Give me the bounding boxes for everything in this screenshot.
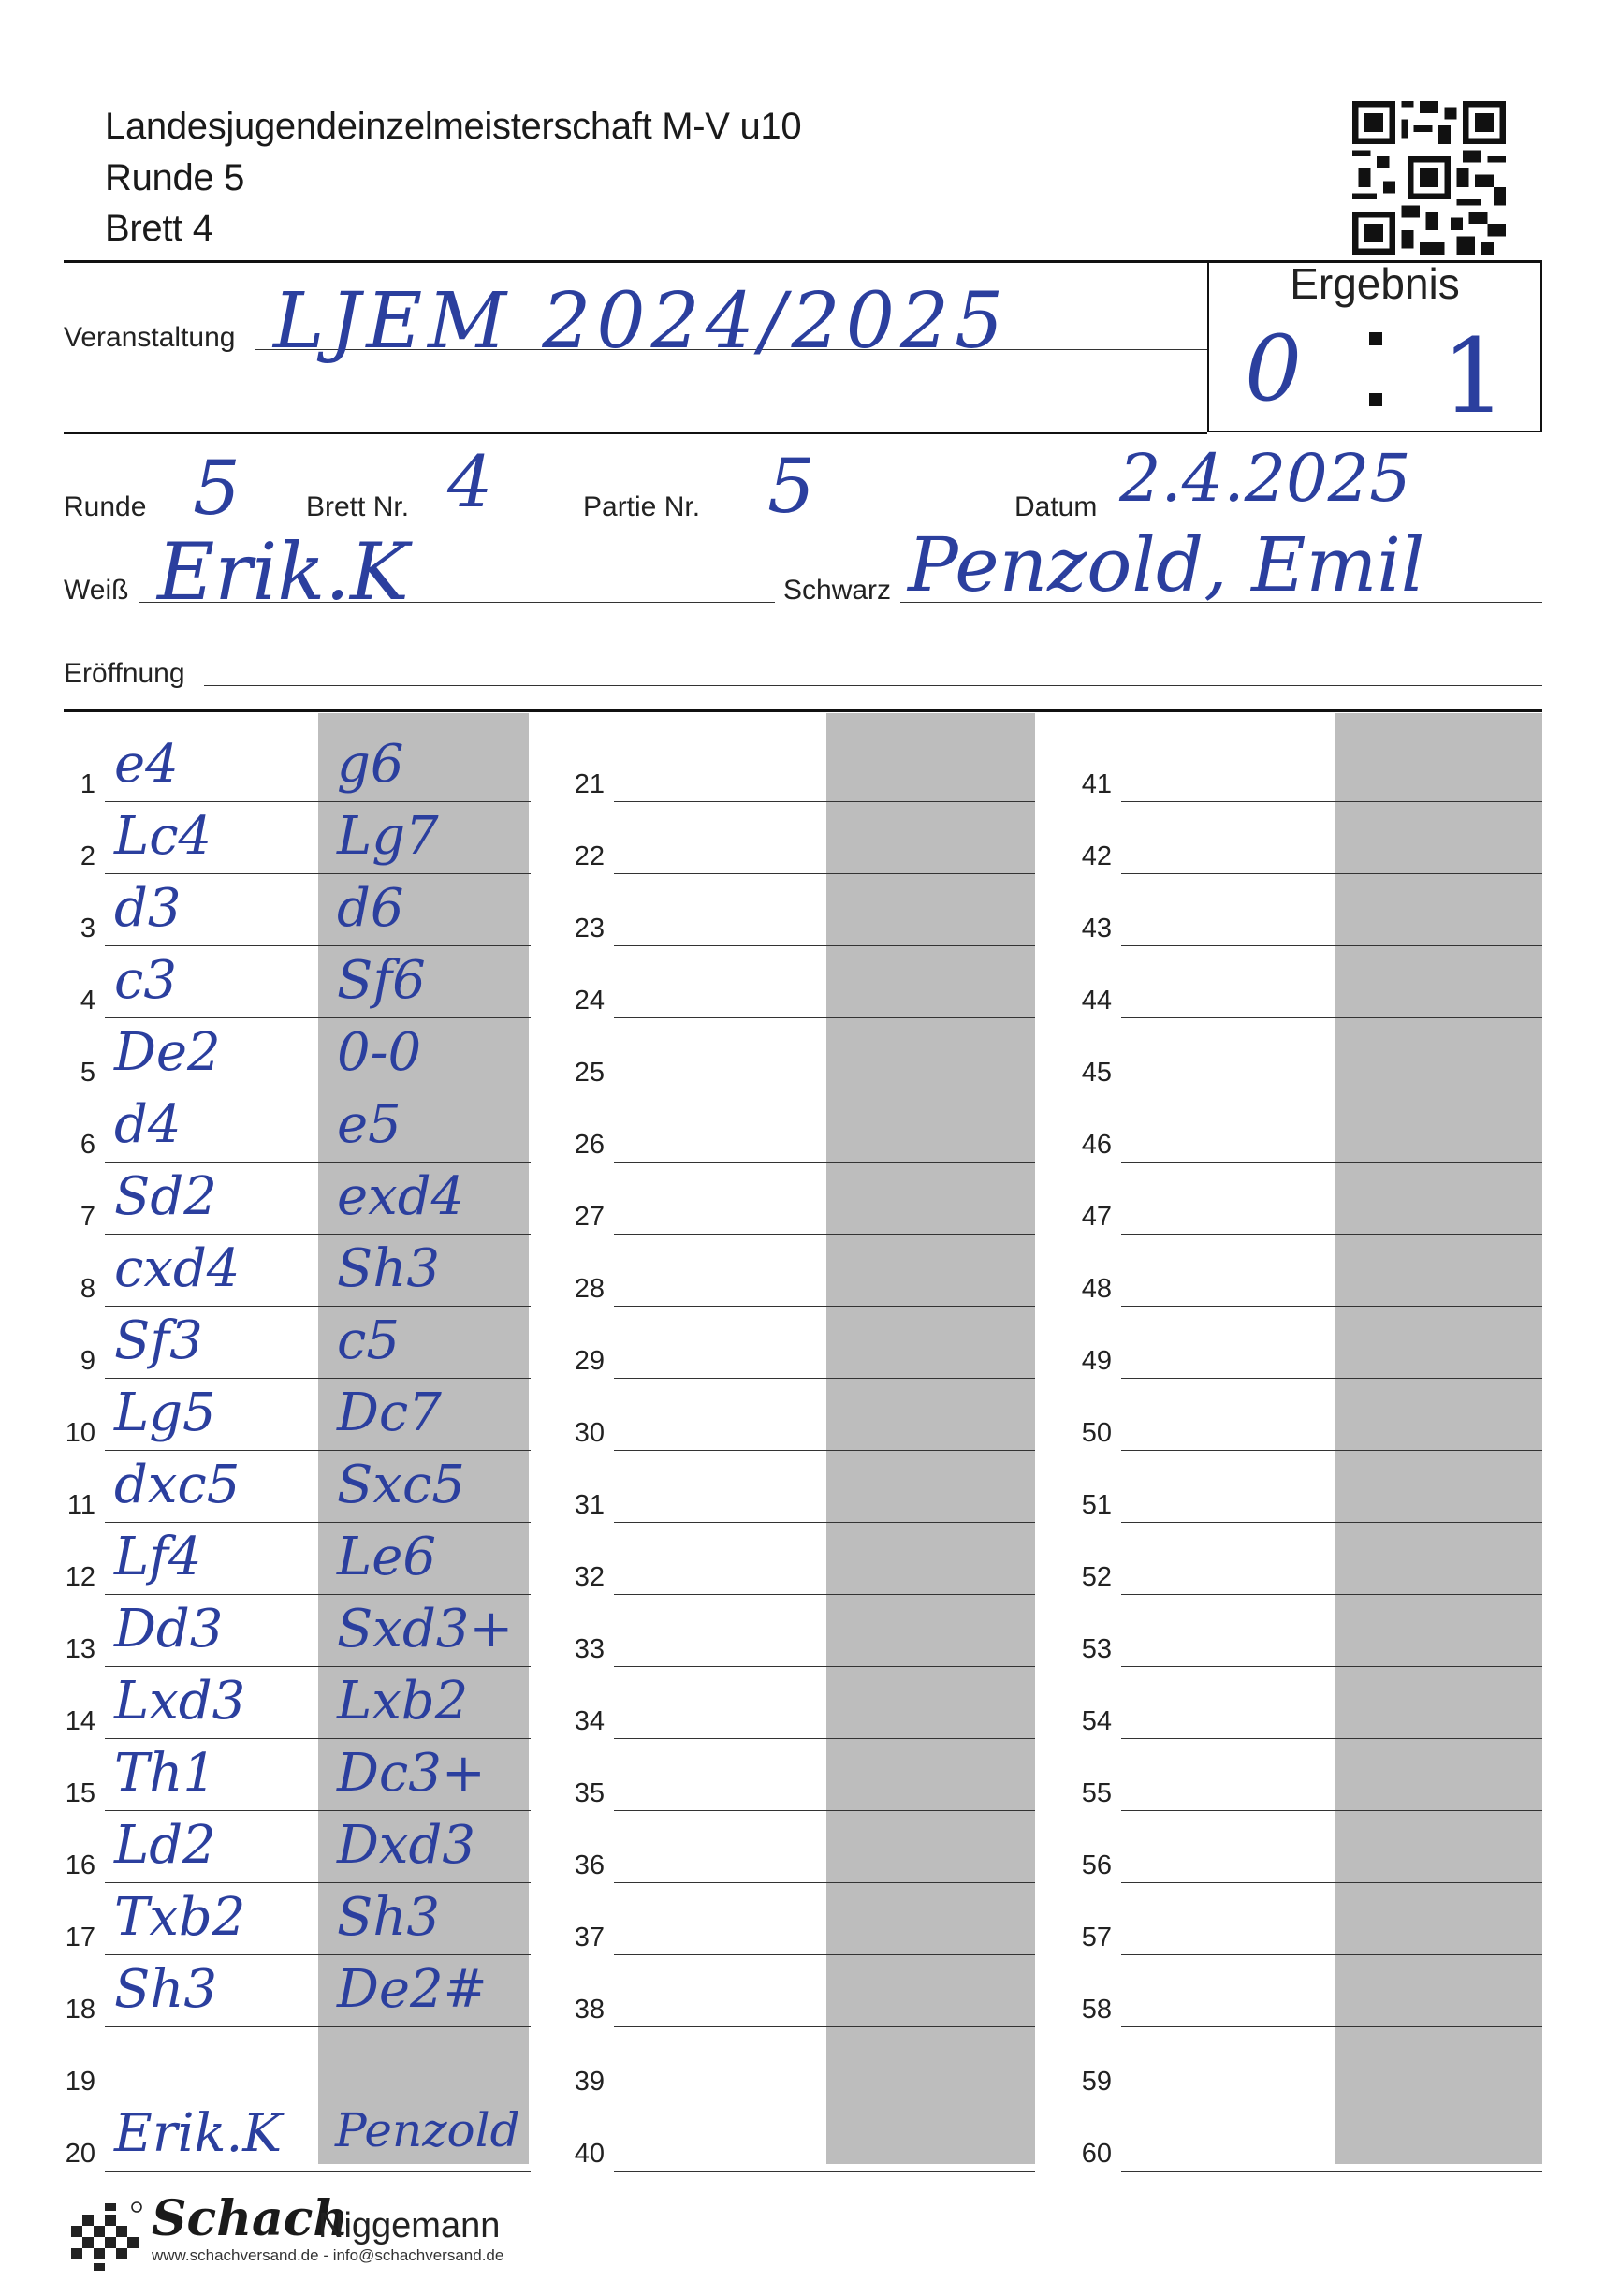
- move-row-line[interactable]: [614, 1810, 1035, 1811]
- ergebnis-colon-top: [1369, 332, 1382, 345]
- white-move[interactable]: cxd4: [114, 1238, 241, 1299]
- black-move[interactable]: Sxc5: [337, 1455, 465, 1515]
- move-number: 17: [65, 1923, 95, 1952]
- eroeffnung-line: [204, 685, 1542, 686]
- black-move[interactable]: 0-0: [337, 1022, 422, 1083]
- move-row-line[interactable]: [614, 1450, 1035, 1451]
- round-heading: Runde 5: [105, 157, 245, 198]
- move-number: 5: [80, 1058, 95, 1088]
- move-row-line[interactable]: [614, 2026, 1035, 2027]
- ergebnis-white-score[interactable]: 0: [1245, 316, 1303, 421]
- move-row-line[interactable]: [614, 1738, 1035, 1739]
- black-move[interactable]: d6: [337, 878, 404, 939]
- move-number: 16: [65, 1850, 95, 1880]
- move-number: 3: [80, 914, 95, 943]
- move-row-line[interactable]: [614, 1954, 1035, 1955]
- move-number: 52: [1081, 1562, 1112, 1592]
- black-move[interactable]: Sxd3+: [337, 1599, 514, 1660]
- move-row-line[interactable]: [105, 1306, 531, 1307]
- white-move[interactable]: c3: [114, 950, 177, 1011]
- runde-label: Runde: [64, 491, 147, 522]
- schwarz-value[interactable]: Penzold, Emil: [908, 521, 1425, 608]
- move-number: 48: [1081, 1274, 1112, 1304]
- black-move[interactable]: Sh3: [337, 1887, 441, 1948]
- move-number: 36: [574, 1850, 605, 1880]
- move-number: 4: [80, 986, 95, 1016]
- move-number: 39: [574, 2067, 605, 2097]
- move-row-line[interactable]: [105, 2026, 531, 2027]
- move-number: 58: [1081, 1995, 1112, 2025]
- move-number: 29: [574, 1346, 605, 1376]
- move-number: 8: [80, 1274, 95, 1304]
- brett-value[interactable]: 4: [447, 440, 493, 523]
- move-row-line[interactable]: [105, 1450, 531, 1451]
- move-row-line[interactable]: [1121, 1522, 1542, 1523]
- white-move[interactable]: Dd3: [114, 1599, 224, 1660]
- black-move[interactable]: De2#: [337, 1959, 488, 2020]
- move-number: 44: [1081, 986, 1112, 1016]
- move-number: 24: [574, 986, 605, 1016]
- black-move[interactable]: e5: [337, 1094, 401, 1155]
- move-number: 57: [1081, 1923, 1112, 1952]
- move-number: 10: [65, 1418, 95, 1448]
- move-number: 22: [574, 841, 605, 871]
- move-number: 9: [80, 1346, 95, 1376]
- black-move[interactable]: Dxd3: [337, 1815, 475, 1876]
- move-number: 13: [65, 1634, 95, 1664]
- move-number: 25: [574, 1058, 605, 1088]
- brand-script: Schach: [152, 2190, 349, 2247]
- move-number: 6: [80, 1130, 95, 1160]
- event-title: Landesjugendeinzelmeisterschaft M-V u10: [105, 106, 802, 147]
- move-row-line[interactable]: [614, 1594, 1035, 1595]
- move-number: 1: [80, 769, 95, 799]
- black-moves-shade-col3: [1335, 713, 1542, 2164]
- move-row-line[interactable]: [1121, 1666, 1542, 1667]
- move-number: 19: [65, 2067, 95, 2097]
- move-row-line[interactable]: [614, 1306, 1035, 1307]
- move-number: 45: [1081, 1058, 1112, 1088]
- move-number: 21: [574, 769, 605, 799]
- qr-code-icon: [1352, 101, 1506, 255]
- move-row-line[interactable]: [105, 1666, 531, 1667]
- black-move[interactable]: c5: [337, 1310, 400, 1371]
- move-row-line[interactable]: [1121, 801, 1542, 802]
- move-number: 40: [574, 2139, 605, 2169]
- white-move[interactable]: Ld2: [114, 1815, 216, 1876]
- move-row-line[interactable]: [614, 1882, 1035, 1883]
- ergebnis-black-score[interactable]: 1: [1441, 316, 1507, 436]
- move-number: 56: [1081, 1850, 1112, 1880]
- weiss-label: Weiß: [64, 575, 129, 606]
- move-row-line[interactable]: [614, 1378, 1035, 1379]
- move-number: 14: [65, 1706, 95, 1736]
- schwarz-label: Schwarz: [783, 575, 892, 606]
- white-move[interactable]: d3: [114, 878, 182, 939]
- move-row-line[interactable]: [614, 1666, 1035, 1667]
- move-number: 33: [574, 1634, 605, 1664]
- white-move[interactable]: e4: [114, 734, 179, 795]
- white-move[interactable]: Sf3: [114, 1310, 203, 1371]
- move-row-line[interactable]: [1121, 1162, 1542, 1163]
- move-number: 51: [1081, 1490, 1112, 1520]
- move-row-line[interactable]: [1121, 1810, 1542, 1811]
- move-number: 43: [1081, 914, 1112, 943]
- move-number: 11: [66, 1490, 95, 1520]
- black-move[interactable]: exd4: [337, 1166, 465, 1227]
- black-move[interactable]: Le6: [337, 1527, 436, 1587]
- move-row-line[interactable]: [105, 1162, 531, 1163]
- ergebnis-colon-bottom: [1369, 393, 1382, 406]
- move-number: 32: [574, 1562, 605, 1592]
- ergebnis-label: Ergebnis: [1290, 259, 1460, 308]
- move-number: 35: [574, 1778, 605, 1808]
- move-row-line[interactable]: [1121, 1450, 1542, 1451]
- move-row-line[interactable]: [105, 1810, 531, 1811]
- move-number: 59: [1081, 2067, 1112, 2097]
- move-row-line[interactable]: [1121, 1306, 1542, 1307]
- partie-value[interactable]: 5: [767, 443, 815, 530]
- move-number: 26: [574, 1130, 605, 1160]
- move-row-line[interactable]: [614, 945, 1035, 946]
- move-number: 42: [1081, 841, 1112, 871]
- datum-value[interactable]: 2.4.2025: [1119, 440, 1411, 517]
- move-number: 41: [1081, 769, 1112, 799]
- move-row-line[interactable]: [105, 1882, 531, 1883]
- move-row-line[interactable]: [105, 1234, 531, 1235]
- veranstaltung-label: Veranstaltung: [64, 322, 236, 353]
- move-row-line[interactable]: [105, 1594, 531, 1595]
- move-row-line[interactable]: [1121, 945, 1542, 946]
- move-number: 53: [1081, 1634, 1112, 1664]
- white-move[interactable]: Sh3: [114, 1959, 218, 2020]
- white-move[interactable]: De2: [114, 1022, 221, 1083]
- move-number: 55: [1081, 1778, 1112, 1808]
- black-move[interactable]: Lg7: [337, 806, 439, 867]
- move-row-line[interactable]: [1121, 1378, 1542, 1379]
- black-move[interactable]: g6: [337, 734, 404, 795]
- move-row-line[interactable]: [1121, 1594, 1542, 1595]
- move-row-line[interactable]: [1121, 1954, 1542, 1955]
- datum-label: Datum: [1014, 491, 1098, 522]
- black-move[interactable]: Penzold: [335, 2103, 520, 2157]
- move-row-line[interactable]: [105, 801, 531, 802]
- brand-name: Niggemann: [318, 2206, 501, 2245]
- move-number: 18: [65, 1995, 95, 2025]
- move-row-line[interactable]: [105, 1522, 531, 1523]
- move-row-line[interactable]: [1121, 1882, 1542, 1883]
- move-number: 7: [80, 1202, 95, 1232]
- eroeffnung-label: Eröffnung: [64, 658, 185, 689]
- weiss-value[interactable]: Erik.K: [157, 526, 409, 618]
- move-number: 50: [1081, 1418, 1112, 1448]
- black-move[interactable]: Sh3: [337, 1238, 441, 1299]
- black-move[interactable]: Dc7: [337, 1382, 442, 1443]
- move-row-line[interactable]: [1121, 1738, 1542, 1739]
- move-number: 47: [1081, 1202, 1112, 1232]
- move-number: 12: [65, 1562, 95, 1592]
- move-row-line[interactable]: [105, 1378, 531, 1379]
- chess-logo-icon: [67, 2200, 142, 2274]
- move-number: 60: [1081, 2139, 1112, 2169]
- move-row-line[interactable]: [614, 1234, 1035, 1235]
- move-row-line[interactable]: [105, 2171, 531, 2172]
- move-row-line[interactable]: [1121, 2026, 1542, 2027]
- move-number: 20: [65, 2139, 95, 2169]
- move-row-line[interactable]: [105, 1017, 531, 1018]
- move-number: 28: [574, 1274, 605, 1304]
- white-move[interactable]: dxc5: [114, 1455, 241, 1515]
- move-row-line[interactable]: [105, 1954, 531, 1955]
- move-number: 15: [65, 1778, 95, 1808]
- move-row-line[interactable]: [105, 945, 531, 946]
- white-move[interactable]: Lf4: [114, 1527, 202, 1587]
- move-row-line[interactable]: [1121, 1017, 1542, 1018]
- white-move[interactable]: Sd2: [114, 1166, 217, 1227]
- board-heading: Brett 4: [105, 208, 213, 249]
- move-row-line[interactable]: [1121, 873, 1542, 874]
- move-number: 37: [574, 1923, 605, 1952]
- move-row-line[interactable]: [1121, 2171, 1542, 2172]
- move-row-line[interactable]: [614, 873, 1035, 874]
- move-row-line[interactable]: [614, 1162, 1035, 1163]
- move-row-line[interactable]: [614, 1017, 1035, 1018]
- move-row-line[interactable]: [105, 1738, 531, 1739]
- white-move[interactable]: Th1: [114, 1743, 217, 1804]
- white-move[interactable]: Erik.K: [114, 2103, 283, 2164]
- runde-value[interactable]: 5: [193, 445, 241, 532]
- veranstaltung-value[interactable]: LJEM 2024/2025: [273, 277, 1010, 366]
- move-number: 31: [574, 1490, 605, 1520]
- move-number: 34: [574, 1706, 605, 1736]
- white-move[interactable]: Lg5: [114, 1382, 216, 1443]
- brett-label: Brett Nr.: [306, 491, 410, 522]
- move-number: 2: [80, 841, 95, 871]
- move-row-line[interactable]: [105, 873, 531, 874]
- white-move[interactable]: d4: [114, 1094, 182, 1155]
- second-rule: [64, 432, 1207, 434]
- move-number: 23: [574, 914, 605, 943]
- move-row-line[interactable]: [614, 801, 1035, 802]
- move-number: 27: [574, 1202, 605, 1232]
- move-number: 54: [1081, 1706, 1112, 1736]
- black-move[interactable]: Dc3+: [337, 1743, 486, 1804]
- white-move[interactable]: Lxd3: [114, 1671, 246, 1732]
- move-number: 38: [574, 1995, 605, 2025]
- footer-contact: www.schachversand.de - info@schachversand.de: [152, 2246, 504, 2264]
- table-rule: [64, 709, 1542, 712]
- white-move[interactable]: Lc4: [114, 806, 212, 867]
- move-row-line[interactable]: [1121, 1234, 1542, 1235]
- move-number: 49: [1081, 1346, 1112, 1376]
- move-number: 30: [574, 1418, 605, 1448]
- black-move[interactable]: Lxb2: [337, 1671, 469, 1732]
- white-move[interactable]: Txb2: [114, 1887, 246, 1948]
- black-moves-shade-col2: [826, 713, 1035, 2164]
- partie-label: Partie Nr.: [583, 491, 701, 522]
- move-number: 46: [1081, 1130, 1112, 1160]
- move-row-line[interactable]: [614, 1522, 1035, 1523]
- black-move[interactable]: Sf6: [337, 950, 426, 1011]
- move-row-line[interactable]: [614, 2171, 1035, 2172]
